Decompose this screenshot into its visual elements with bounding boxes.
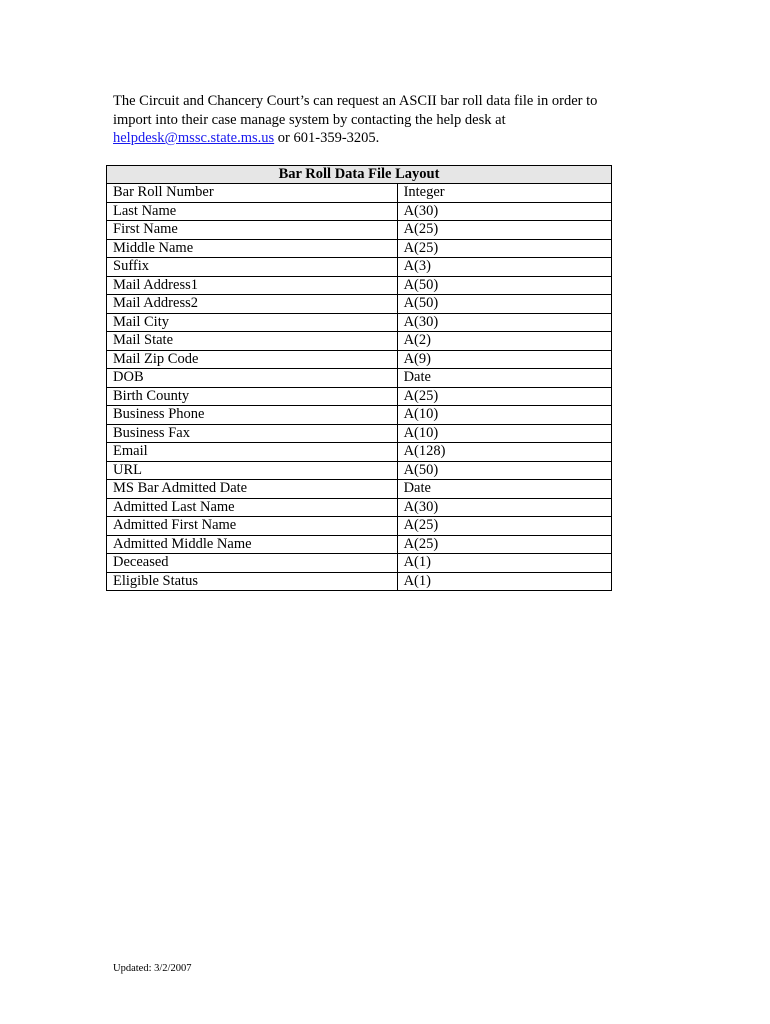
field-type-cell: A(50) [397,295,611,314]
table-row [107,276,612,295]
field-name-cell: DOB [107,369,398,388]
table-row [107,480,612,499]
table-row [107,239,612,258]
field-name-cell: First Name [107,221,398,240]
field-type-cell: Date [397,369,611,388]
table-row [107,369,612,388]
field-name-cell: Business Fax [107,424,398,443]
field-name-cell: Mail City [107,313,398,332]
table-row [107,387,612,406]
field-name-cell: Admitted Middle Name [107,535,398,554]
field-type-cell: Date [397,480,611,499]
table-row [107,424,612,443]
field-name-cell: Mail Address2 [107,295,398,314]
table-row [107,350,612,369]
field-type-cell: Integer [397,184,611,203]
field-name-cell: Business Phone [107,406,398,425]
field-type-cell: A(30) [397,313,611,332]
table-row [107,202,612,221]
table-row [107,461,612,480]
field-name-cell: Bar Roll Number [107,184,398,203]
bar-roll-layout-table [106,165,612,591]
field-type-cell: A(25) [397,517,611,536]
field-type-cell: A(1) [397,572,611,591]
intro-contact-text: or 601-359-3205. [277,130,380,146]
table-row [107,184,612,203]
table-row [107,535,612,554]
helpdesk-email-link[interactable]: helpdesk@mssc.state.ms.us [113,130,275,146]
field-type-cell: A(50) [397,276,611,295]
intro-paragraph [113,92,633,148]
field-type-cell: A(30) [397,498,611,517]
field-name-cell: Mail Zip Code [107,350,398,369]
field-name-cell: Suffix [107,258,398,277]
table-row [107,554,612,573]
field-name-cell: Deceased [107,554,398,573]
field-type-cell: A(25) [397,239,611,258]
field-type-cell: A(9) [397,350,611,369]
field-type-cell: A(25) [397,387,611,406]
field-name-cell: Middle Name [107,239,398,258]
table-header-row [107,166,612,184]
field-name-cell: URL [107,461,398,480]
field-type-cell: A(30) [397,202,611,221]
field-type-cell: A(1) [397,554,611,573]
table-row [107,221,612,240]
field-name-cell: Eligible Status [107,572,398,591]
field-name-cell: Email [107,443,398,462]
table-body [107,184,612,591]
table-row [107,572,612,591]
table-row [107,406,612,425]
table-row [107,295,612,314]
table-title: Bar Roll Data File Layout [107,166,612,184]
table-row [107,443,612,462]
field-name-cell: MS Bar Admitted Date [107,480,398,499]
field-type-cell: A(50) [397,461,611,480]
updated-date: Updated: 3/2/2007 [113,963,192,974]
table-row [107,498,612,517]
table-row [107,332,612,351]
field-name-cell: Admitted Last Name [107,498,398,517]
table-row [107,313,612,332]
field-name-cell: Mail Address1 [107,276,398,295]
table-row [107,517,612,536]
field-type-cell: A(3) [397,258,611,277]
field-type-cell: A(10) [397,424,611,443]
field-name-cell: Last Name [107,202,398,221]
intro-text: The Circuit and Chancery Court’s can request an ASCII bar roll data file in order to import into their case manage system by contacting the help desk at [113,93,598,128]
field-name-cell: Mail State [107,332,398,351]
field-type-cell: A(128) [397,443,611,462]
field-type-cell: A(10) [397,406,611,425]
table-row [107,258,612,277]
field-name-cell: Birth County [107,387,398,406]
field-type-cell: A(2) [397,332,611,351]
field-type-cell: A(25) [397,221,611,240]
field-type-cell: A(25) [397,535,611,554]
field-name-cell: Admitted First Name [107,517,398,536]
